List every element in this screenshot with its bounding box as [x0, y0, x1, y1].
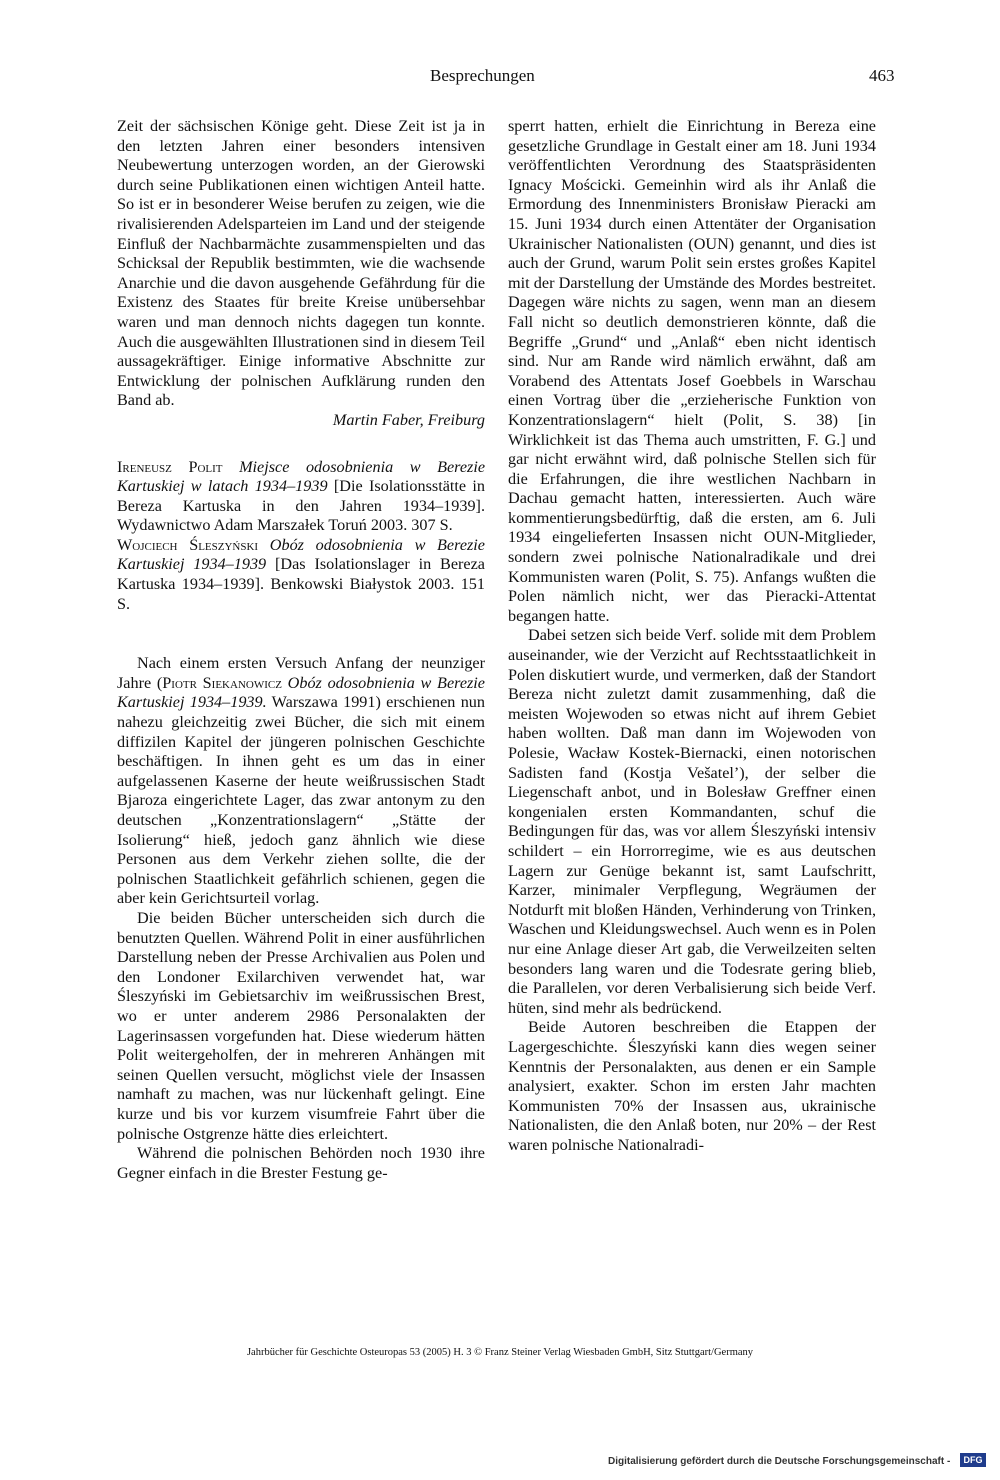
book-title: Miejsce odosobnienia w Berezie Kartuskiej w latach 1934–1939	[117, 457, 486, 496]
book-entry	[117, 458, 485, 536]
paragraph: Dabei setzen sich beide Verf. solide mit dem Problem auseinander, wie der Verzicht auf Rechtsstaatlichkeit in Polen diskutiert wurde, und vermerken, daß der Standort Bereza nicht zuletzt damit zusammenhing, daß die meisten Wojewoden so etwas nicht auf ihrem Gebiet haben wollten. Daß man dann im Wojewoden von Polesie, Wacław Kostek-Biernacki, einen notorischen Sadisten fand (Kostja Vešatel’), der selber die Liegenschaft anbot, und in Bolesław Greffner einen kongenialen ersten Kommandanten, schuf die Bedingungen für das, was vor allem Śleszyński intensiv schildert – ein Horrorregime, wie es aus deutschen Lagern zur Genüge bekannt ist, samt Laufschritt, Karzer, minimaler Verpflegung, Wegräumen der Notdurft mit bloßen Händen, Verhinderung von Trinken, Waschen und Kleidungswechsel. Auch wenn es in Polen nur eine Anlage dieser Art gab, die Verweilzeiten selten besonders lang waren und die Todesrate gering blieb, die Parallelen, vor deren Verbalisierung sich beide Verf. hüten, sind mehr als bedrückend.	[508, 626, 876, 1017]
dfg-logo: DFG	[960, 1453, 986, 1467]
section-title: Besprechungen	[430, 66, 535, 85]
paragraph: Während die polnischen Behörden noch 1930 ihre Gegner einfach in die Brester Festung ge-	[117, 1144, 485, 1182]
paragraph: Beide Autoren beschreiben die Etappen der Lagergeschichte. Śleszyński kann dies wegen seiner Kenntnis der Personalakten, aus denen er ein Sample analysiert, exakter. Schon im ersten Jahr machten Kommunisten 70% der Insassen aus, ukrainische Nationalisten, die den Anlaß boten, nur 20% – der Rest waren polnische Nationalradi-	[508, 1018, 876, 1154]
bibliography	[117, 458, 485, 615]
cited-author: Piotr Siekanowicz	[162, 673, 282, 692]
paragraph: Die beiden Bücher unterscheiden sich durch die benutzten Quellen. Während Polit in einer ausführlichen Darstellung neben der Presse Archivalien aus Polen und den Londoner Exilarchiven verwendet hat, war Śleszyński im Gebietsarchiv im weißrussischen Brest, wo er unter anderem 2986 Personalakten der Lagerinsassen vorgefunden hat. Diese wiederum hätten Polit weitergeholfen, der in mehreren Anhängen mit seinen Quellen versucht, möglichst viele der Insassen namhaft zu machen, was nur lückenhaft gelingt. Eine kurze und bis vor kurzem visumfreie Fahrt über die polnische Ostgrenze hätte dies erleichtert.	[117, 908, 485, 1143]
cited-title: Obóz odosobnienia w Berezie Kartuskiej 1934–1939.	[117, 673, 485, 712]
reviewer-signature: Martin Faber, Freiburg	[332, 410, 485, 429]
book-title: Obóz odosobnienia w Berezie Kartuskiej 1934–1939	[117, 535, 485, 574]
running-head	[0, 66, 1000, 92]
book-entry	[117, 536, 485, 614]
book-author: Wojciech Śleszyński	[117, 535, 259, 554]
paragraph: Zeit der sächsischen Könige geht. Diese Zeit ist ja in den letzten Jahren einer besonders intensiven Neubewertung unterzogen worden, an der Gierowski durch seine Publikationen einen wichtigen Anteil hatte. So ist er in besonderer Weise berufen zu zeigen, wie die rivalisierenden Adelsparteien im Land und der steigende Einfluß der Nachbarmächte zusammenspielten und das Schicksal der Republik bestimmten, wie die wachsende Anarchie und die davon ausgehende Gefährdung für die Existenz des Staates für breite Kreise unübersehbar waren und man dennoch nichts dagegen tun konnte. Auch die ausgewählten Illustrationen sind in diesem Teil aussagekräftiger. Einige informative Abschnitte zur Entwicklung der polnischen Aufklärung runden den Band ab.	[117, 117, 485, 410]
book-author: Ireneusz Polit	[117, 457, 223, 476]
paragraph: Nach einem ersten Versuch Anfang der neunziger Jahre (Piotr Siekanowicz Obóz odosobnienia w Berezie Kartuskiej 1934–1939. Warszawa 1991) erschienen nun nahezu gleichzeitig zwei Bücher, die sich mit einem diffizilen Kapitel der jüngeren polnischen Geschichte beschäftigen. In ihnen geht es um das in einer aufgelassenen Kaserne der heute weißrussischen Stadt Bjaroza eingerichtete Lager, das zwar antonym zu den deutschen „Konzentrationslagern“ „Stätte der Isolierung“ hieß, jedoch ganz ähnlich wie diese Personen aus dem Verkehr ziehen sollte, die der polnischen Staatlichkeit gefährlich schienen, gegen die aber kein Gerichtsurteil vorlag.	[117, 654, 485, 908]
book-details: [Die Isolationsstätte in Bereza Kartuska in den Jahren 1934–1939]. Wydawnictwo Adam Marszałek Toruń 2003. 307 S.	[117, 477, 486, 535]
left-column	[117, 117, 485, 1183]
journal-citation: Jahrbücher für Geschichte Osteuropas 53 (2005) H. 3 © Franz Steiner Verlag Wiesbaden GmbH, Sitz Stuttgart/Germany	[246, 1347, 754, 1358]
paragraph: sperrt hatten, erhielt die Einrichtung in Bereza eine gesetzliche Grundlage in Gestalt einer am 18. Juni 1934 veröffentlichten Verordnung des Staatspräsidenten Ignacy Mościcki. Gemeinhin wird als ihr Anlaß die Ermordung des Innenministers Bronisław Pieracki am 15. Juni 1934 durch einen Attentäter der Organisation Ukrainischer Nationalisten (OUN) genannt, und dies ist auch der Grund, warum Polit sein erstes großes Kapitel mit der Darstellung der Umstände des Mordes bestreitet. Dagegen wäre nichts zu sagen, wenn man an diesem Fall nicht so deutlich demonstrieren könnte, daß die Begriffe „Grund“ und „Anlaß“ eben nicht identisch sind. Nur am Rande wird nämlich erwähnt, daß am Vorabend des Attentats Josef Goebbels in Warschau einen Vortrag über die „erzieherische Funktion von Konzentrationslagern“ hielt (Polit, S. 38) [in Wirklichkeit ist das Thema auch umstritten, F. G.] und gar nicht erwähnt wird, daß polnische Stellen sich für die Erfahrungen, die ihre westlichen Nachbarn in Dachau gemacht hatten, interessierten. Auch wäre kommentierungsbedürftig, daß die ersten, am 6. Juli 1934 eingelieferten Insassen nicht OUN-Mitglieder, sondern zwei polnische Nationalradikale und drei Kommunisten waren (Polit, S. 75). Anfangs wußten die Polen nämlich nicht, wer das Pieracki-Attentat begangen hatte.	[508, 117, 876, 625]
right-column	[508, 117, 876, 1155]
book-details: [Das Isolationslager in Bereza Kartuska 1934–1939]. Benkowski Białystok 2003. 151 S.	[117, 555, 485, 613]
page-number: 463	[869, 66, 895, 85]
digitization-note: Digitalisierung gefördert durch die Deutsche Forschungsgemeinschaft -	[608, 1456, 951, 1467]
